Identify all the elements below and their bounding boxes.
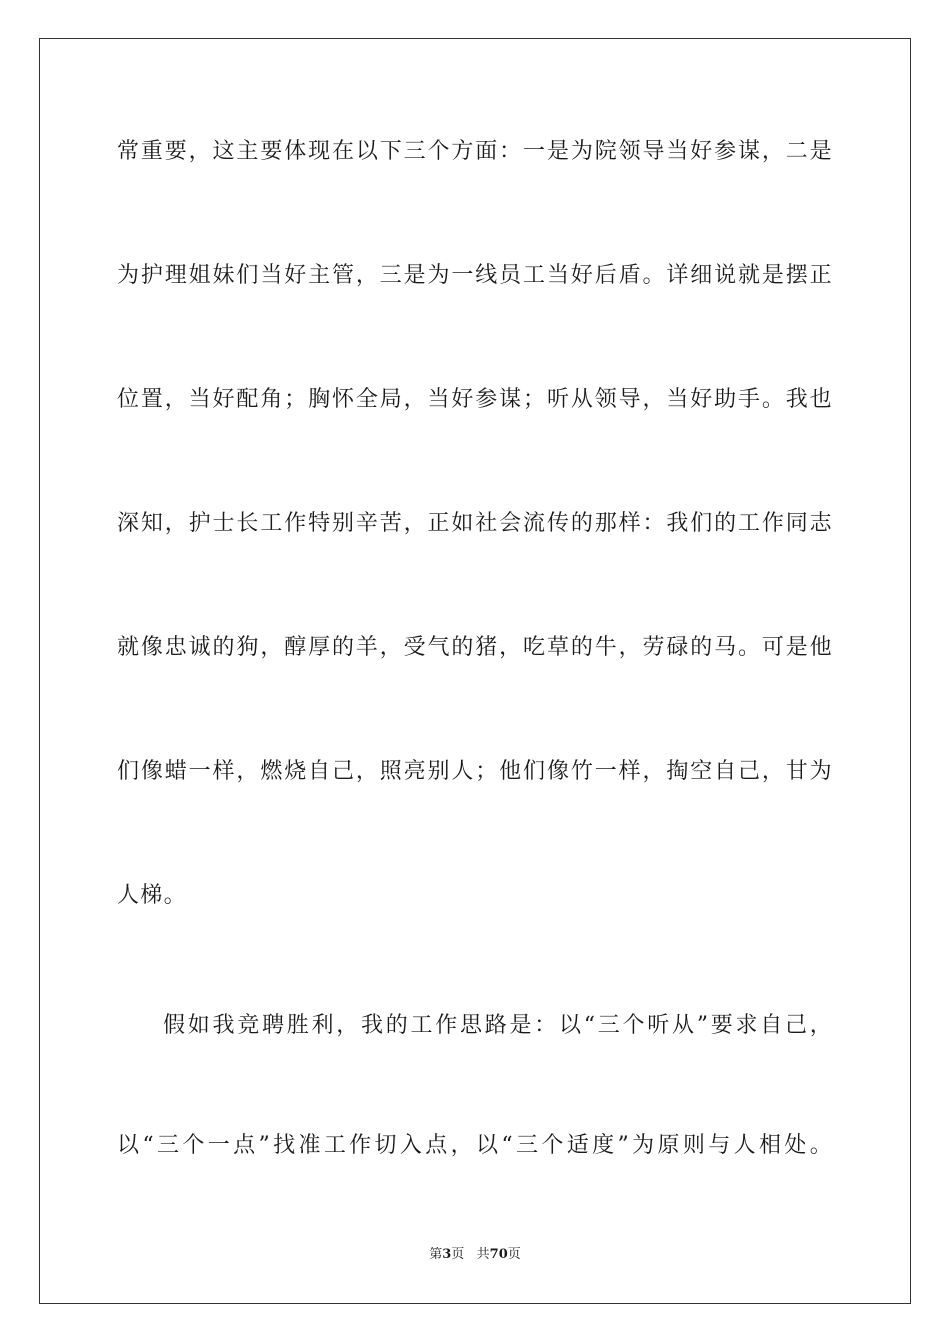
text-line-1: 常重要，这主要体现在以下三个方面：一是为院领导当好参谋，二是 bbox=[117, 139, 833, 164]
text-line-2: 为护理姐妹们当好主管，三是为一线员工当好后盾。详细说就是摆正 bbox=[117, 263, 833, 288]
footer-suffix: 页 bbox=[507, 1247, 521, 1262]
text-line-5: 就像忠诚的狗，醇厚的羊，受气的猪，吃草的牛，劳碌的马。可是他 bbox=[117, 635, 833, 660]
page-border bbox=[39, 38, 911, 1304]
text-line-8: 假如我竞聘胜利，我的工作思路是：以“三个听从”要求自己， bbox=[163, 1013, 833, 1038]
page-footer bbox=[0, 1246, 950, 1264]
total-page-count: 70 bbox=[489, 1247, 508, 1262]
text-line-9: 以“三个一点”找准工作切入点，以“三个适度”为原则与人相处。 bbox=[117, 1133, 833, 1158]
text-line-7: 人梯。 bbox=[117, 883, 187, 908]
text-line-4: 深知，护士长工作特别辛苦，正如社会流传的那样：我们的工作同志 bbox=[117, 511, 833, 536]
text-line-3: 位置，当好配角；胸怀全局，当好参谋；听从领导，当好助手。我也 bbox=[117, 387, 833, 412]
footer-mid: 页 共 bbox=[451, 1247, 490, 1262]
footer-prefix: 第 bbox=[429, 1247, 443, 1262]
current-page-number: 3 bbox=[442, 1247, 452, 1262]
text-line-6: 们像蜡一样，燃烧自己，照亮别人；他们像竹一样，掏空自己，甘为 bbox=[117, 759, 833, 784]
